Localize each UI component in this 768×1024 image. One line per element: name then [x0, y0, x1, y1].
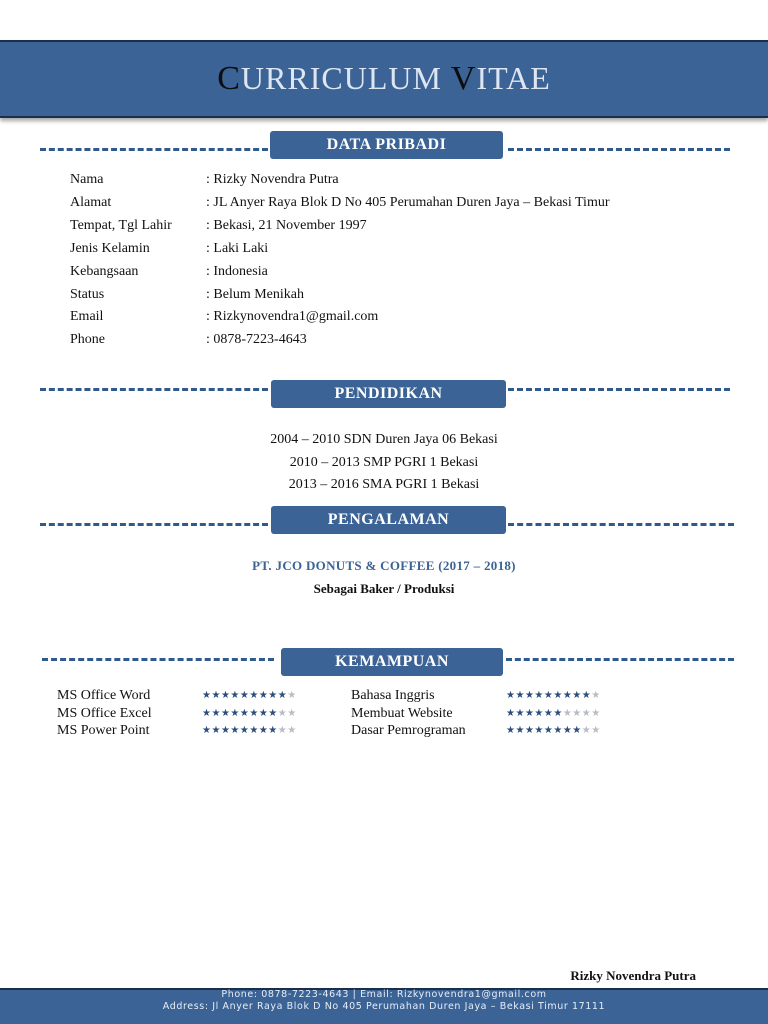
info-value: : Rizky Novendra Putra: [206, 172, 339, 187]
section-divider-right: [508, 148, 730, 151]
star-filled-icon: ★: [239, 725, 250, 736]
star-filled-icon: ★: [553, 690, 563, 701]
star-filled-icon: ★: [534, 708, 544, 719]
star-filled-icon: ★: [230, 690, 240, 701]
star-filled-icon: ★: [506, 708, 516, 719]
star-filled-icon: ★: [553, 708, 563, 719]
section-heading-skills: KEMAMPUAN: [281, 648, 503, 676]
info-row-nationality: [70, 263, 268, 281]
star-filled-icon: ★: [202, 708, 212, 719]
star-filled-icon: ★: [553, 725, 563, 736]
title-initial-c: C: [217, 60, 241, 97]
skill-name: Membuat Website: [351, 706, 453, 721]
info-label: Kebangsaan: [70, 264, 139, 279]
skill-name: MS Office Word: [57, 688, 151, 703]
star-empty-icon: ★: [591, 708, 601, 719]
info-label: Phone: [70, 332, 105, 347]
title-part-urriculum: URRICULUM: [240, 60, 451, 96]
star-empty-icon: ★: [287, 690, 297, 701]
star-filled-icon: ★: [543, 725, 554, 736]
star-filled-icon: ★: [277, 690, 288, 701]
star-filled-icon: ★: [258, 690, 269, 701]
star-filled-icon: ★: [211, 725, 221, 736]
star-filled-icon: ★: [258, 725, 269, 736]
info-value: : Bekasi, 21 November 1997: [206, 218, 367, 233]
star-filled-icon: ★: [249, 708, 259, 719]
info-label: Nama: [70, 172, 104, 187]
info-label: Status: [70, 287, 105, 302]
star-filled-icon: ★: [515, 690, 525, 701]
info-label: Alamat: [70, 195, 112, 210]
star-filled-icon: ★: [268, 708, 278, 719]
star-filled-icon: ★: [572, 690, 582, 701]
star-filled-icon: ★: [515, 725, 525, 736]
star-filled-icon: ★: [268, 690, 278, 701]
star-filled-icon: ★: [524, 708, 535, 719]
star-filled-icon: ★: [506, 725, 516, 736]
experience-company: PT. JCO DONUTS & COFFEE (2017 – 2018): [252, 558, 516, 573]
info-value: : Laki Laki: [206, 241, 269, 256]
education-entry: 2013 – 2016 SMA PGRI 1 Bekasi: [288, 477, 480, 492]
star-filled-icon: ★: [572, 725, 582, 736]
skill-rating: [506, 705, 601, 722]
star-filled-icon: ★: [211, 690, 221, 701]
star-empty-icon: ★: [277, 708, 288, 719]
footer-address: Address: Jl Anyer Raya Blok D No 405 Perumahan Duren Jaya – Bekasi Timur 17111: [162, 1001, 606, 1012]
info-value: : 0878-7223-4643: [206, 332, 307, 347]
experience-role: Sebagai Baker / Produksi: [313, 581, 455, 596]
info-label: Email: [70, 309, 104, 324]
skill-rating: [202, 687, 297, 704]
star-empty-icon: ★: [591, 690, 601, 701]
skill-rating: [202, 722, 297, 739]
title-part-itae: ITAE: [476, 60, 551, 96]
star-filled-icon: ★: [534, 725, 544, 736]
star-filled-icon: ★: [220, 708, 231, 719]
section-heading-personal: DATA PRIBADI: [270, 131, 503, 159]
star-filled-icon: ★: [230, 708, 240, 719]
star-filled-icon: ★: [543, 690, 554, 701]
skill-name: MS Power Point: [57, 723, 150, 738]
section-heading-education: PENDIDIKAN: [271, 380, 506, 408]
education-entry: 2010 – 2013 SMP PGRI 1 Bekasi: [289, 455, 479, 470]
star-filled-icon: ★: [249, 725, 259, 736]
info-label: Jenis Kelamin: [70, 241, 150, 256]
star-filled-icon: ★: [581, 690, 592, 701]
footer-contact: Phone: 0878-7223-4643 | Email: Rizkynovendra1@gmail.com: [221, 989, 547, 1000]
section-divider-left: [42, 658, 274, 661]
star-filled-icon: ★: [543, 708, 554, 719]
info-row-status: [70, 286, 304, 304]
star-filled-icon: ★: [562, 690, 573, 701]
skill-rating: [506, 722, 601, 739]
title-initial-v: V: [450, 60, 477, 97]
skill-rating: [506, 687, 601, 704]
star-filled-icon: ★: [524, 725, 535, 736]
section-divider-right: [508, 523, 734, 526]
star-filled-icon: ★: [211, 708, 221, 719]
section-divider-left: [40, 523, 268, 526]
info-row-birth: [70, 217, 367, 235]
star-filled-icon: ★: [562, 725, 573, 736]
star-empty-icon: ★: [562, 708, 573, 719]
star-empty-icon: ★: [277, 725, 288, 736]
star-filled-icon: ★: [534, 690, 544, 701]
info-value: : Rizkynovendra1@gmail.com: [206, 309, 379, 324]
star-empty-icon: ★: [287, 725, 297, 736]
info-label: Tempat, Tgl Lahir: [70, 218, 172, 233]
star-empty-icon: ★: [572, 708, 582, 719]
info-value: : JL Anyer Raya Blok D No 405 Perumahan Duren Jaya – Bekasi Timur: [206, 195, 610, 210]
star-empty-icon: ★: [581, 725, 592, 736]
section-heading-experience: PENGALAMAN: [271, 506, 506, 534]
star-filled-icon: ★: [230, 725, 240, 736]
star-filled-icon: ★: [268, 725, 278, 736]
section-divider-right: [506, 658, 734, 661]
star-filled-icon: ★: [239, 690, 250, 701]
star-filled-icon: ★: [515, 708, 525, 719]
info-row-phone: [70, 331, 307, 349]
skill-name: MS Office Excel: [57, 706, 152, 721]
star-filled-icon: ★: [506, 690, 516, 701]
star-filled-icon: ★: [220, 725, 231, 736]
skill-name: Dasar Pemrograman: [351, 723, 466, 738]
star-filled-icon: ★: [220, 690, 231, 701]
star-filled-icon: ★: [524, 690, 535, 701]
star-filled-icon: ★: [258, 708, 269, 719]
info-row-address: [70, 194, 610, 212]
info-value: : Indonesia: [206, 264, 268, 279]
info-row-email: [70, 308, 378, 326]
info-row-gender: [70, 240, 268, 258]
star-empty-icon: ★: [581, 708, 592, 719]
skill-rating: [202, 705, 297, 722]
skill-name: Bahasa Inggris: [351, 688, 435, 703]
section-divider-left: [40, 388, 268, 391]
section-divider-right: [508, 388, 730, 391]
star-empty-icon: ★: [287, 708, 297, 719]
star-filled-icon: ★: [202, 725, 212, 736]
info-value: : Belum Menikah: [206, 287, 304, 302]
star-filled-icon: ★: [249, 690, 259, 701]
star-empty-icon: ★: [591, 725, 601, 736]
page-title: [0, 58, 768, 99]
education-entry: 2004 – 2010 SDN Duren Jaya 06 Bekasi: [270, 432, 498, 447]
star-filled-icon: ★: [202, 690, 212, 701]
section-divider-left: [40, 148, 268, 151]
star-filled-icon: ★: [239, 708, 250, 719]
info-row-name: [70, 171, 339, 189]
signature-name: Rizky Novendra Putra: [570, 968, 696, 983]
